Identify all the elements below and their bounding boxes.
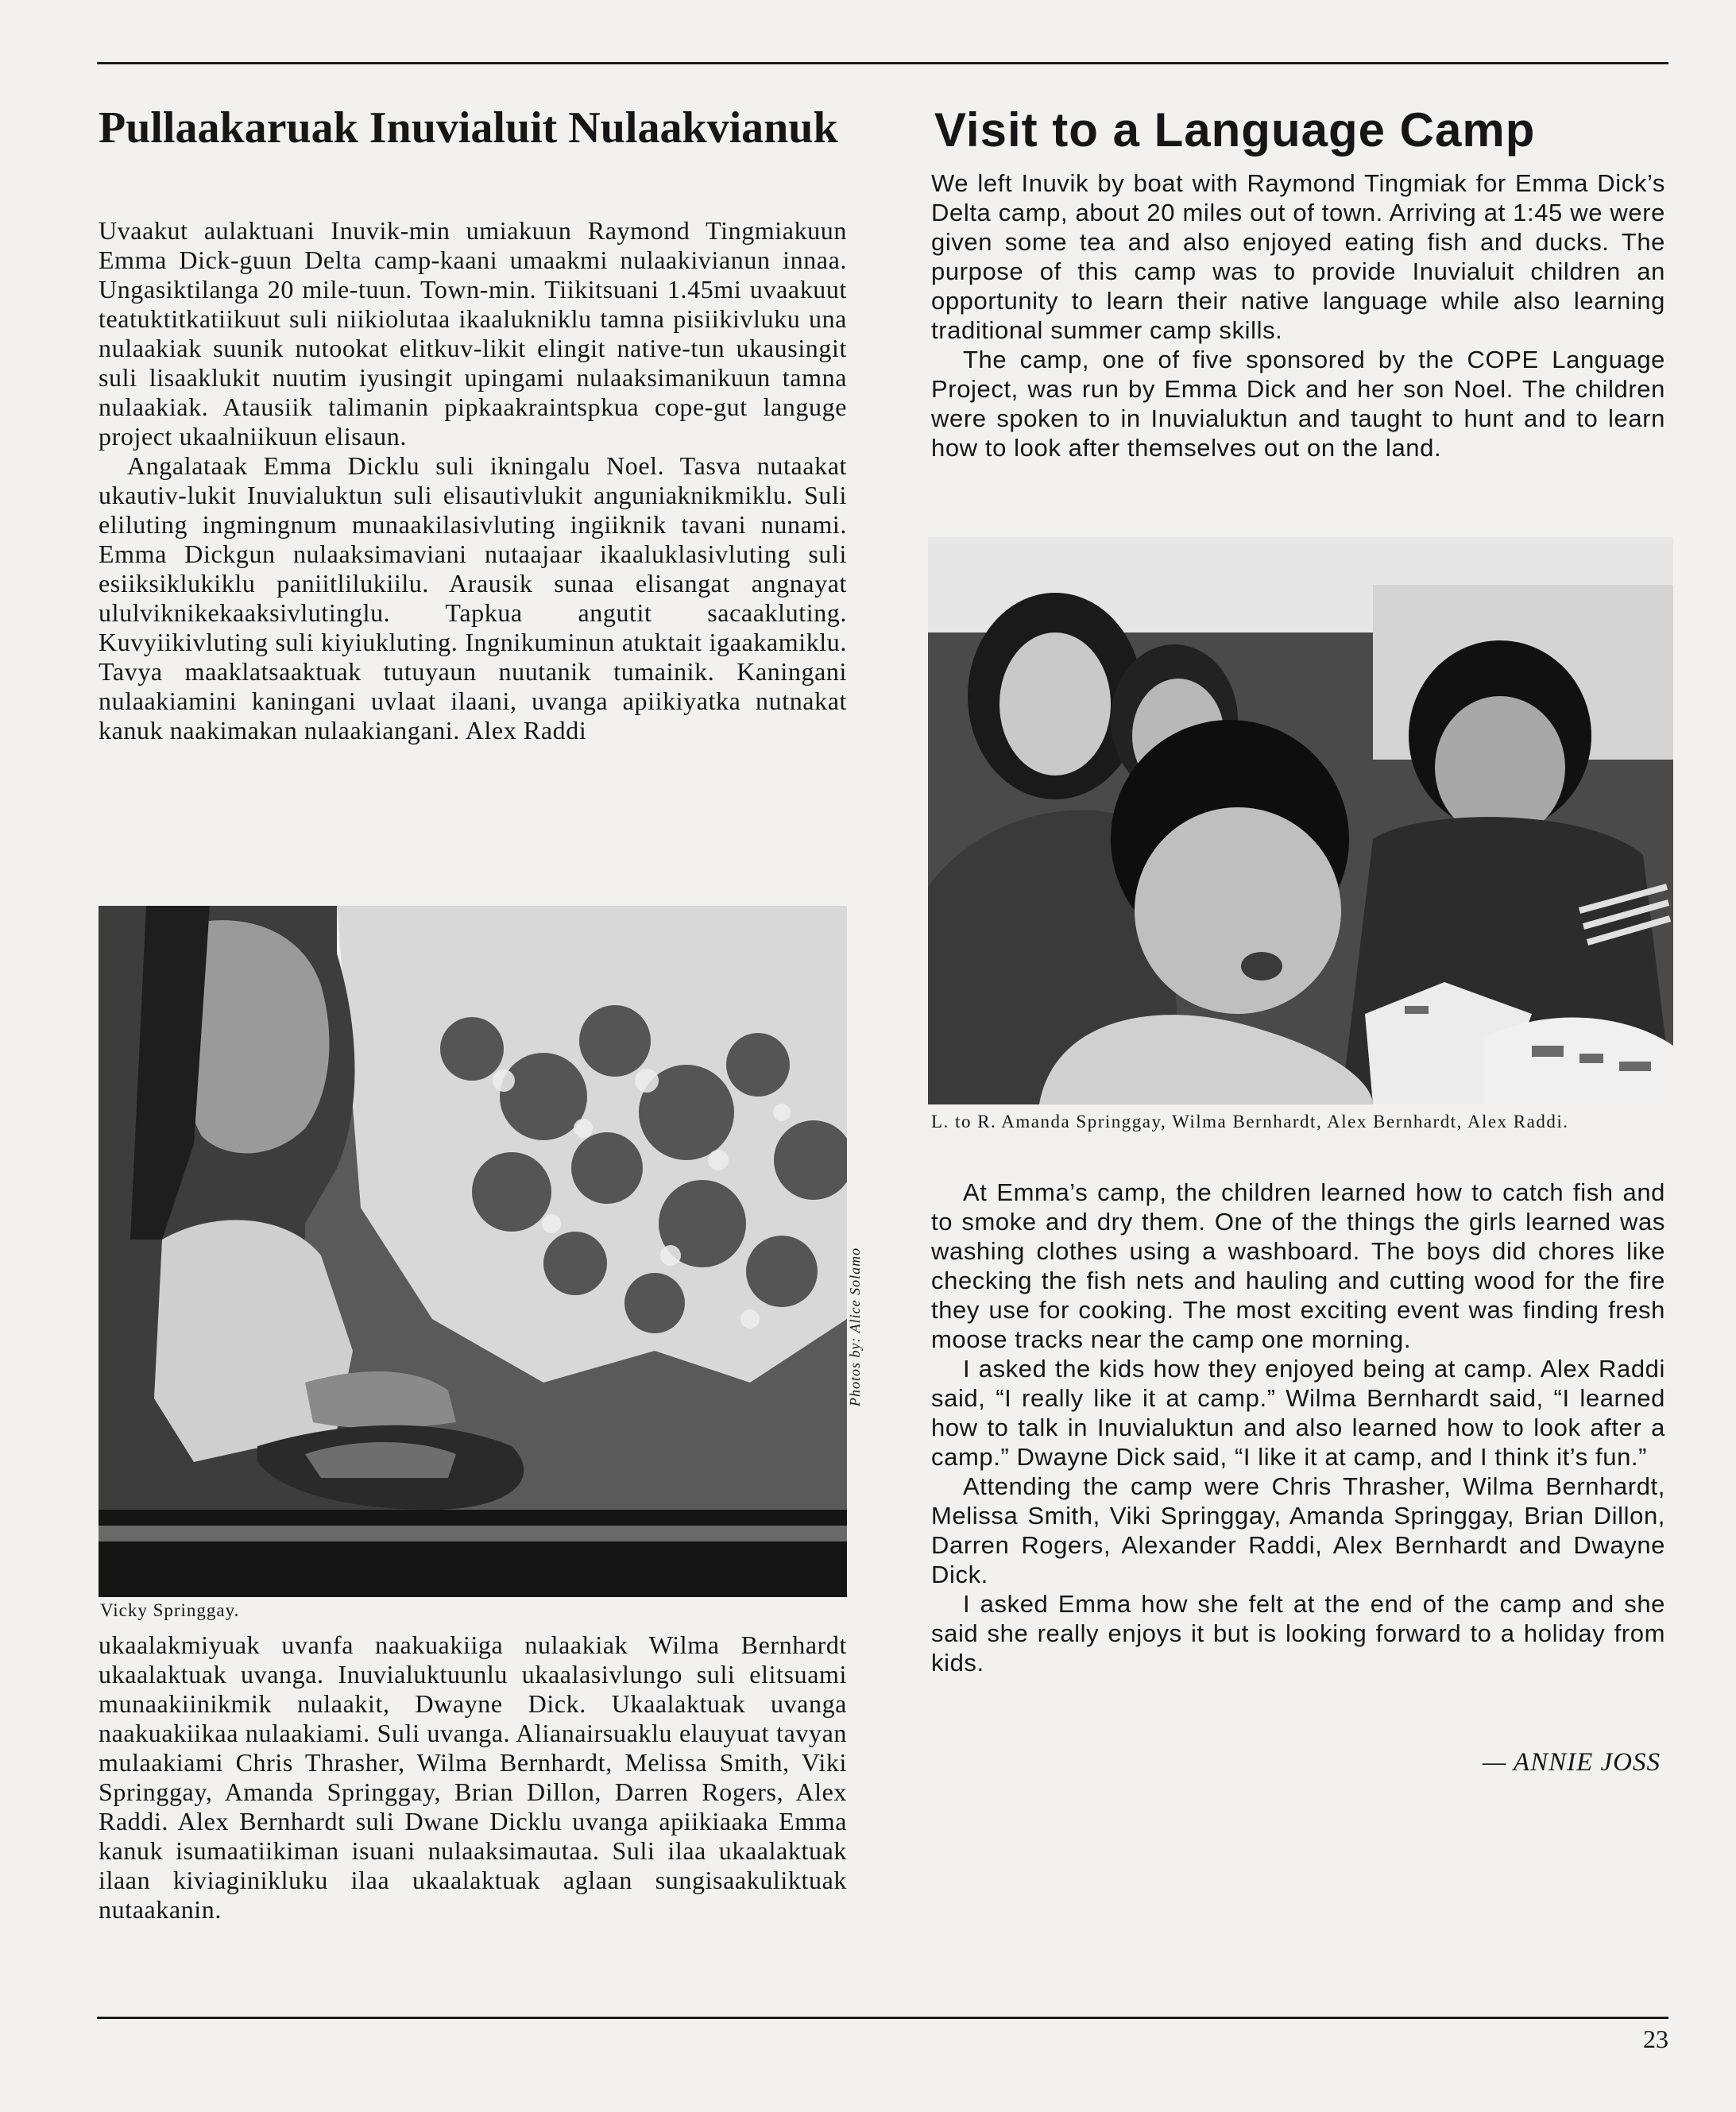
right-paragraph: We left Inuvik by boat with Raymond Tingmiak for Emma Dick’s Delta camp, about 20 miles out of town. Arriving at 1:45 we were given some tea and also enjoyed eating fish and ducks. The purpose of this camp was to provide Inuvialuit children an opportunity to learn their native language while also learning traditional summer camp skills. <box>931 169 1665 344</box>
photo-children-reading <box>928 537 1673 1104</box>
right-photo-caption: L. to R. Amanda Springgay, Wilma Bernhardt, Alex Bernhardt, Alex Raddi. <box>931 1112 1569 1131</box>
left-article-body-bottom <box>99 1630 847 1924</box>
right-article-body-bottom <box>931 1178 1665 1677</box>
photo-credit: Photos by: Alice Solamo <box>847 1247 863 1406</box>
right-paragraph: I asked the kids how they enjoyed being at camp. Alex Raddi said, “I really like it at camp.” Wilma Bernhardt said, “I learned how to talk in Inuvialuktun and also learned how to look after a camp.” Dwayne Dick said, “I like it at camp, and I think it’s fun.” <box>931 1355 1665 1471</box>
photo-four-children <box>928 537 1673 1104</box>
right-paragraph: The camp, one of five sponsored by the COPE Language Project, was run by Emma Dick and her son Noel. The children were spoken to in Inuvialuktun and taught to hunt and to learn how to look after themselves out on the land. <box>931 346 1665 462</box>
bottom-rule <box>97 2017 1668 2019</box>
left-article-body-top <box>99 216 847 745</box>
left-paragraph: Angalataak Emma Dicklu suli ikningalu Noel. Tasva nutaakat ukautiv-lukit Inuvialuktun suli elisautivlukit anguniaknikmiklu. Suli eliluting ingmingnum munaakilasivluting ingiiknik tavani nunami. Emma Dickgun nulaaksimaviani nutaajaar ikaaluklasivluting suli esiiksiklukiklu paniitlilukiilu. Arausik sunaa elisangat angnayat ululviknikekaaksivlutinglu. Tapkua angutit sacaakluting. Kuvyiikivluting suli kiyiukluting. Ingnikuminun atuktait igaakamiklu. Tavya maaklatsaaktuak tutuyaun nuutanik tumainik. Kaningani nulaakiamini kaningani uvlaat ilaani, uvanga apiikiyatka nutnakat kanuk naakimakan nulaakiangani. Alex Raddi <box>99 451 847 745</box>
page-number: 23 <box>1643 2025 1668 2053</box>
left-paragraph: ukaalakmiyuak uvanfa naakuakiiga nulaakiak Wilma Bernhardt ukaalaktuak uvanga. Inuvialuktuunlu ukaalasivlungo suli elitsuami munaakiinikmik nulaakit, Dwayne Dick. Ukaalaktuak uvanga naakuakiikaa nulaakiami. Suli uvanga. Alianairsuaklu elauyuat tavyan mulaakiami Chris Thrasher, Wilma Bernhardt, Melissa Smith, Viki Springgay, Amanda Springgay, Brian Dillon, Darren Rogers, Alex Raddi. Alex Bernhardt suli Dwane Dicklu uvanga apiikiaaka Emma kanuk isumaatiikiman isuani nulaaksimautaa. Suli ilaa ukaalaktuak ilaan kiviaginikluku ilaa ukaalaktuak aglaan sungisaakuliktuak nutaakanin. <box>99 1630 847 1924</box>
top-rule <box>97 62 1668 64</box>
right-paragraph: I asked Emma how she felt at the end of the camp and she said she really enjoys it but is looking forward to a holiday from kids. <box>931 1590 1665 1677</box>
photo-vicky-springgay <box>99 906 847 1597</box>
right-paragraph: At Emma’s camp, the children learned how to catch fish and to smoke and dry them. One of the things the girls learned was washing clothes using a washboard. The boys did chores like checking the fish nets and hauling and cutting wood for the fire they use for cooking. The most exciting event was finding fresh moose tracks near the camp one morning. <box>931 1178 1665 1353</box>
left-paragraph: Uvaakut aulaktuani Inuvik-min umiakuun Raymond Tingmiakuun Emma Dick-guun Delta camp-kaani umaakmi nulaakivianun innaa. Ungasiktilanga 20 mile-tuun. Town-min. Tiikitsuani 1.45mi uvaakuut teatuktitkatiikuut suli niikiolutaa ikaalukniklu tamna pisiikivluku una nulaakiak suunik nutookat elitkuv-likit elingit native-tun ukausingit suli lisaaklukit nuutim iyusingit upingami nulaaksimanikuun tamna nulaakiak. Atausiik talimanin pipkaakraintspkua cope-gut languge project ukaalniikuun elisaun. <box>99 216 847 451</box>
right-article-title: Visit to a Language Camp <box>934 103 1536 157</box>
right-paragraph: Attending the camp were Chris Thrasher, Wilma Bernhardt, Melissa Smith, Viki Springgay, Amanda Springgay, Brian Dillon, Darren Rogers, Alexander Raddi, Alex Bernhardt and Dwayne Dick. <box>931 1472 1665 1588</box>
left-photo-caption: Vicky Springgay. <box>100 1600 240 1620</box>
right-article-body-top <box>931 168 1665 462</box>
left-article-title: Pullaakaruak Inuvialuit Nulaakvianuk <box>99 103 838 153</box>
byline: — ANNIE JOSS <box>1482 1748 1661 1777</box>
photo-girl-cleaning-fish <box>99 906 847 1597</box>
